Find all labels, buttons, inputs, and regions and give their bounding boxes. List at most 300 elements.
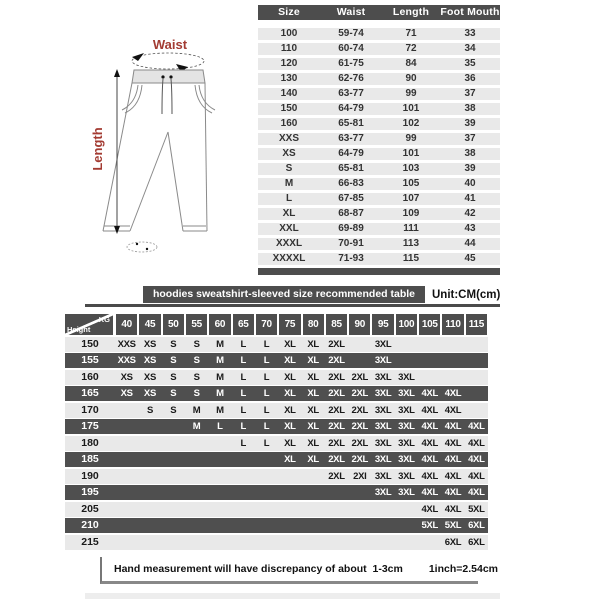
matrix-size-cell [465, 370, 488, 385]
matrix-size-cell [185, 452, 208, 467]
matrix-kg-header-cell: 65 [232, 314, 255, 335]
size-table-cell: 40 [464, 178, 476, 189]
matrix-kg-header-cell: 85 [325, 314, 348, 335]
matrix-size-cell [348, 502, 371, 517]
size-table-footer-bar [258, 268, 500, 275]
size-table-cell: 39 [464, 163, 476, 174]
matrix-height-label: 185 [81, 453, 99, 465]
size-table-row [258, 163, 500, 175]
matrix-kg-header-cell: 70 [255, 314, 278, 335]
matrix-size-cell [395, 353, 418, 368]
matrix-size-cell: 4XL [421, 470, 438, 482]
matrix-kg-header-cell: 115 [465, 314, 488, 335]
matrix-size-cell: 2XL [328, 470, 345, 482]
size-table-cell: 72 [405, 43, 417, 54]
matrix-size-cell: L [263, 421, 270, 432]
matrix-size-cell: 2XL [328, 454, 345, 465]
size-table-cell: 65-81 [338, 163, 364, 174]
matrix-size-cell: 3XL [398, 487, 415, 498]
size-table-row [258, 238, 500, 250]
matrix-size-cell: 2XL [328, 371, 345, 383]
size-table-header-cell: Length [392, 6, 430, 18]
measurement-note [100, 557, 499, 584]
matrix-height-label: 150 [81, 337, 99, 350]
size-table-cell: 34 [464, 43, 476, 54]
matrix-size-cell: M [216, 388, 224, 399]
matrix-kg-header-cell: 100 [395, 314, 418, 335]
matrix-size-cell: M [216, 355, 224, 366]
matrix-size-cell [115, 452, 138, 467]
matrix-size-cell [325, 518, 348, 533]
matrix-size-cell: 3XL [374, 470, 392, 482]
size-table-row [258, 133, 500, 145]
length-arrow-down-icon [114, 226, 120, 234]
matrix-size-cell [185, 469, 208, 484]
size-table-cell: 45 [464, 253, 476, 264]
matrix-height-label: 205 [81, 502, 99, 515]
size-table-cell: 70-91 [338, 238, 364, 249]
matrix-size-cell [208, 485, 231, 500]
matrix-size-cell: L [263, 371, 270, 383]
matrix-size-cell [255, 502, 278, 517]
size-table-header-cell: Waist [336, 6, 366, 18]
matrix-size-cell [348, 518, 371, 533]
matrix-size-cell: XL [307, 404, 319, 416]
matrix-height-label: 190 [81, 469, 99, 482]
size-table-cell: 38 [464, 103, 476, 114]
matrix-kg-header-cell: 60 [208, 314, 231, 335]
size-table-cell: 120 [280, 58, 298, 69]
matrix-height-label: 170 [81, 403, 99, 416]
matrix-size-cell [278, 469, 301, 484]
matrix-size-cell: 3XL [374, 454, 392, 465]
matrix-row [65, 403, 488, 418]
size-table-cell: 38 [464, 148, 476, 159]
matrix-size-cell: 4XL [421, 487, 438, 498]
matrix-kg-header-cell: 90 [348, 314, 371, 335]
size-table-cell: 66-83 [338, 178, 364, 189]
matrix-row [65, 452, 488, 467]
size-table-cell: 41 [464, 193, 476, 204]
size-table-cell: 103 [402, 163, 420, 174]
matrix-size-cell: 4XL [444, 454, 462, 465]
size-table-header-cell: Foot Mouth [440, 6, 500, 18]
matrix-row [65, 436, 488, 451]
matrix-size-cell [162, 535, 185, 550]
matrix-size-cell [465, 403, 488, 418]
matrix-size-cell: XXS [117, 338, 136, 350]
length-arrow-up-icon [114, 69, 120, 77]
matrix-size-cell: 4XL [444, 487, 462, 498]
matrix-size-cell [371, 535, 394, 550]
matrix-body [65, 337, 488, 550]
size-table-row [258, 88, 500, 100]
matrix-size-cell: 6XL [468, 536, 485, 548]
size-table-cell: 37 [464, 133, 476, 144]
matrix-size-cell [418, 337, 441, 352]
matrix-size-cell: 4XL [421, 503, 438, 515]
size-table-cell: M [284, 178, 294, 189]
matrix-size-cell: 3XL [374, 437, 392, 449]
matrix-size-cell [255, 485, 278, 500]
matrix-size-cell [232, 535, 255, 550]
matrix-size-cell: 3XL [374, 421, 392, 432]
size-table [258, 5, 500, 275]
matrix-size-cell [441, 337, 464, 352]
matrix-kg-header-cell: 50 [162, 314, 185, 335]
matrix-size-cell [138, 485, 161, 500]
matrix-size-cell: S [170, 404, 177, 416]
matrix-size-cell: XS [143, 388, 156, 399]
matrix-size-cell: 3XL [398, 371, 415, 383]
matrix-size-cell [208, 436, 231, 451]
matrix-size-cell: L [263, 437, 270, 449]
matrix-size-cell: L [240, 404, 246, 416]
matrix-size-cell: XL [284, 388, 296, 399]
matrix-height-label: 175 [81, 420, 99, 432]
size-table-cell: 111 [403, 223, 419, 234]
matrix-size-cell [185, 485, 208, 500]
banner-title: hoodies sweatshirt-sleeved size recommended table [143, 286, 425, 303]
size-matrix [65, 314, 488, 550]
matrix-size-cell [302, 518, 325, 533]
size-table-cell: XXXL [275, 238, 303, 249]
size-table-cell: 37 [464, 88, 476, 99]
size-table-row [258, 178, 500, 190]
matrix-size-cell [162, 502, 185, 517]
matrix-size-cell [115, 485, 138, 500]
matrix-size-cell: 5XL [468, 503, 485, 515]
matrix-size-cell [162, 469, 185, 484]
note-text: Hand measurement will have discrepancy of about 1-3cm [114, 563, 403, 575]
matrix-row [65, 469, 488, 484]
matrix-size-cell [465, 353, 488, 368]
foot-mouth-ellipse [127, 242, 157, 252]
matrix-size-cell: XS [143, 338, 156, 350]
matrix-size-cell: 4XL [444, 421, 462, 432]
matrix-size-cell [162, 485, 185, 500]
matrix-size-cell: 2XL [351, 404, 369, 416]
matrix-size-cell: 2XL [328, 338, 345, 350]
matrix-size-cell: M [192, 421, 201, 432]
matrix-size-cell: 6XL [468, 520, 485, 531]
size-table-row [258, 103, 500, 115]
matrix-size-cell: XS [120, 388, 133, 399]
matrix-size-cell [371, 502, 394, 517]
matrix-size-cell: 3XL [374, 404, 392, 416]
matrix-size-cell [185, 502, 208, 517]
size-table-cell: S [285, 163, 293, 174]
matrix-size-cell: 3XL [374, 388, 392, 399]
matrix-size-cell: XL [284, 437, 296, 449]
matrix-size-cell [185, 535, 208, 550]
matrix-size-cell: 4XL [421, 437, 438, 449]
matrix-size-cell: L [240, 338, 246, 350]
size-table-cell: 64-79 [338, 103, 364, 114]
matrix-size-cell: XL [307, 338, 319, 350]
matrix-size-cell: 2XL [351, 421, 369, 432]
size-table-cell: 109 [402, 208, 420, 219]
matrix-size-cell [255, 469, 278, 484]
matrix-size-cell [302, 485, 325, 500]
matrix-size-cell [162, 419, 185, 434]
matrix-size-cell: 4XL [421, 404, 438, 416]
matrix-size-cell [395, 502, 418, 517]
size-table-cell: XXXXL [272, 253, 306, 264]
matrix-size-cell: 4XL [468, 421, 485, 432]
matrix-size-cell: S [193, 338, 200, 350]
matrix-size-cell [138, 452, 161, 467]
size-table-cell: XS [282, 148, 296, 159]
size-table-cell: 67-85 [338, 193, 364, 204]
matrix-kg-header-cell: 45 [138, 314, 161, 335]
matrix-size-cell: 3XL [398, 388, 415, 399]
matrix-size-cell [162, 452, 185, 467]
drawstring-hole [169, 75, 172, 78]
size-table-row [258, 253, 500, 265]
matrix-height-label: 165 [81, 387, 99, 399]
foot-mouth-arrow-icon [136, 243, 138, 245]
matrix-size-cell [395, 518, 418, 533]
matrix-size-cell [232, 469, 255, 484]
matrix-size-cell [255, 452, 278, 467]
matrix-size-cell: 4XL [421, 454, 438, 465]
matrix-size-cell [302, 535, 325, 550]
matrix-size-cell: 3XL [398, 421, 415, 432]
size-table-cell: 43 [464, 223, 476, 234]
size-table-cell: 100 [280, 28, 298, 39]
size-table-cell: XXS [278, 133, 299, 144]
matrix-size-cell [115, 518, 138, 533]
matrix-size-cell [255, 535, 278, 550]
size-table-cell: 99 [405, 88, 417, 99]
matrix-size-cell: 3XL [398, 470, 415, 482]
matrix-size-cell: 4XL [444, 388, 462, 399]
matrix-size-cell [138, 419, 161, 434]
matrix-size-cell [232, 518, 255, 533]
matrix-size-cell: L [263, 404, 270, 416]
matrix-row [65, 386, 488, 401]
matrix-size-cell [115, 403, 138, 418]
size-table-cell: 60-74 [338, 43, 364, 54]
matrix-size-cell: M [216, 338, 224, 350]
matrix-size-cell: 4XL [444, 437, 462, 449]
size-table-row [258, 58, 500, 70]
matrix-size-cell: M [192, 404, 201, 416]
matrix-size-cell: 2XL [328, 404, 345, 416]
matrix-kg-header-cell: 80 [302, 314, 325, 335]
matrix-size-cell: XL [284, 404, 296, 416]
matrix-size-cell [138, 518, 161, 533]
foot-mouth-arrow-icon [146, 248, 148, 250]
size-table-cell: 63-77 [338, 88, 364, 99]
matrix-height-label: 215 [81, 535, 99, 548]
matrix-size-cell: L [240, 355, 246, 366]
matrix-size-cell [115, 535, 138, 550]
size-table-cell: 150 [280, 103, 298, 114]
matrix-size-cell: XL [284, 371, 296, 383]
size-table-cell: 44 [464, 238, 476, 249]
matrix-size-cell: XL [307, 355, 319, 366]
matrix-size-cell: 2XL [351, 388, 369, 399]
size-table-cell: 102 [402, 118, 420, 129]
size-table-cell: 115 [402, 253, 420, 264]
matrix-size-cell: S [170, 371, 177, 383]
matrix-size-cell: 3XL [374, 487, 392, 498]
size-table-row [258, 148, 500, 160]
size-table-cell: 33 [464, 28, 476, 39]
size-table-row [258, 118, 500, 130]
size-table-cell: L [285, 193, 293, 204]
matrix-size-cell [395, 535, 418, 550]
size-table-cell: 35 [464, 58, 476, 69]
matrix-size-cell: S [193, 388, 200, 399]
size-table-cell: 110 [280, 43, 298, 54]
drawstring-hole [161, 75, 164, 78]
corner-kg-label: KG [98, 315, 110, 324]
matrix-row [65, 518, 488, 533]
corner-height-label: Height [67, 325, 91, 334]
matrix-size-cell: L [263, 355, 270, 366]
size-table-row [258, 223, 500, 235]
banner-divider [85, 304, 500, 307]
matrix-row [65, 419, 488, 434]
pants-outline [103, 83, 215, 231]
matrix-size-cell: 4XL [421, 388, 438, 399]
matrix-height-label: 195 [81, 486, 99, 498]
size-table-cell: 68-87 [338, 208, 364, 219]
size-table-cell: 71 [405, 28, 417, 39]
size-table-cell: 107 [402, 193, 420, 204]
size-table-row [258, 208, 500, 220]
size-table-cell: 90 [405, 73, 417, 84]
size-table-cell: 69-89 [338, 223, 364, 234]
matrix-size-cell: 3XL [398, 437, 415, 449]
matrix-size-cell [115, 419, 138, 434]
matrix-corner-cell [65, 314, 115, 335]
matrix-size-cell [278, 518, 301, 533]
matrix-size-cell [138, 535, 161, 550]
matrix-row [65, 337, 488, 352]
matrix-size-cell: L [240, 421, 246, 432]
matrix-size-cell [278, 485, 301, 500]
bottom-edge-strip [85, 593, 500, 599]
matrix-size-cell [138, 469, 161, 484]
matrix-size-cell: 6XL [444, 536, 462, 548]
matrix-size-cell [208, 452, 231, 467]
matrix-size-cell [441, 353, 464, 368]
matrix-size-cell [185, 518, 208, 533]
matrix-size-cell: S [193, 371, 200, 383]
matrix-size-cell [138, 502, 161, 517]
waist-label: Waist [152, 37, 188, 52]
matrix-row [65, 535, 488, 550]
size-table-header-cell: Size [278, 6, 300, 18]
matrix-size-cell: 3XL [374, 338, 392, 350]
matrix-header [65, 314, 488, 335]
matrix-size-cell [348, 485, 371, 500]
matrix-size-cell: XS [120, 371, 133, 383]
matrix-size-cell [208, 469, 231, 484]
size-table-cell: 61-75 [338, 58, 364, 69]
matrix-size-cell [278, 502, 301, 517]
matrix-size-cell [115, 469, 138, 484]
matrix-size-cell: XL [284, 421, 296, 432]
matrix-size-cell: 5XL [421, 520, 438, 531]
matrix-row [65, 485, 488, 500]
length-label: Length [90, 127, 105, 171]
matrix-size-cell [465, 386, 488, 401]
note-conversion: 1inch=2.54cm [428, 563, 499, 575]
matrix-size-cell [138, 436, 161, 451]
matrix-size-cell [162, 436, 185, 451]
size-table-cell: 42 [464, 208, 476, 219]
matrix-size-cell [115, 502, 138, 517]
matrix-size-cell [232, 452, 255, 467]
size-table-cell: 62-76 [338, 73, 364, 84]
size-table-cell: 160 [280, 118, 298, 129]
matrix-row [65, 370, 488, 385]
matrix-size-cell [418, 353, 441, 368]
matrix-size-cell [208, 518, 231, 533]
matrix-size-cell: XL [307, 454, 319, 465]
matrix-size-cell [232, 485, 255, 500]
matrix-size-cell: L [263, 388, 270, 399]
matrix-kg-header-cell: 55 [185, 314, 208, 335]
matrix-size-cell: 2XL [328, 421, 345, 432]
size-table-cell: 64-79 [338, 148, 364, 159]
matrix-kg-header-cell: 95 [371, 314, 394, 335]
matrix-size-cell: L [240, 371, 246, 383]
size-table-cell: 65-81 [338, 118, 364, 129]
matrix-size-cell: 4XL [444, 470, 462, 482]
size-table-cell: 105 [402, 178, 420, 189]
matrix-size-cell: XL [284, 454, 296, 465]
matrix-height-label: 180 [81, 436, 99, 449]
matrix-size-cell: L [240, 388, 246, 399]
size-table-row [258, 73, 500, 85]
size-table-cell: 99 [405, 133, 417, 144]
matrix-size-cell: 2XL [328, 437, 345, 449]
matrix-kg-header-cell: 75 [278, 314, 301, 335]
matrix-size-cell [325, 535, 348, 550]
size-table-row [258, 28, 500, 40]
matrix-size-cell: S [170, 338, 177, 350]
matrix-size-cell [348, 337, 371, 352]
matrix-size-cell [255, 518, 278, 533]
pants-diagram [80, 28, 260, 258]
matrix-size-cell: 5XL [444, 520, 462, 531]
matrix-height-label: 210 [81, 519, 99, 531]
matrix-size-cell [371, 518, 394, 533]
matrix-kg-header-cell: 40 [115, 314, 138, 335]
size-table-cell: XXL [279, 223, 299, 234]
size-table-header [258, 5, 500, 20]
size-table-cell: 39 [464, 118, 476, 129]
drawstrings [162, 79, 172, 114]
matrix-size-cell: 4XL [468, 437, 485, 449]
matrix-size-cell: 4XL [444, 503, 462, 515]
matrix-size-cell: 3XL [374, 355, 392, 366]
size-table-cell: 71-93 [338, 253, 364, 264]
matrix-size-cell: XL [284, 355, 296, 366]
matrix-size-cell: XS [143, 371, 156, 383]
matrix-size-cell: XL [307, 437, 319, 449]
size-table-cell: 130 [280, 73, 298, 84]
matrix-kg-header-cell: 110 [441, 314, 464, 335]
matrix-size-cell [465, 337, 488, 352]
matrix-size-cell: 3XL [398, 404, 415, 416]
